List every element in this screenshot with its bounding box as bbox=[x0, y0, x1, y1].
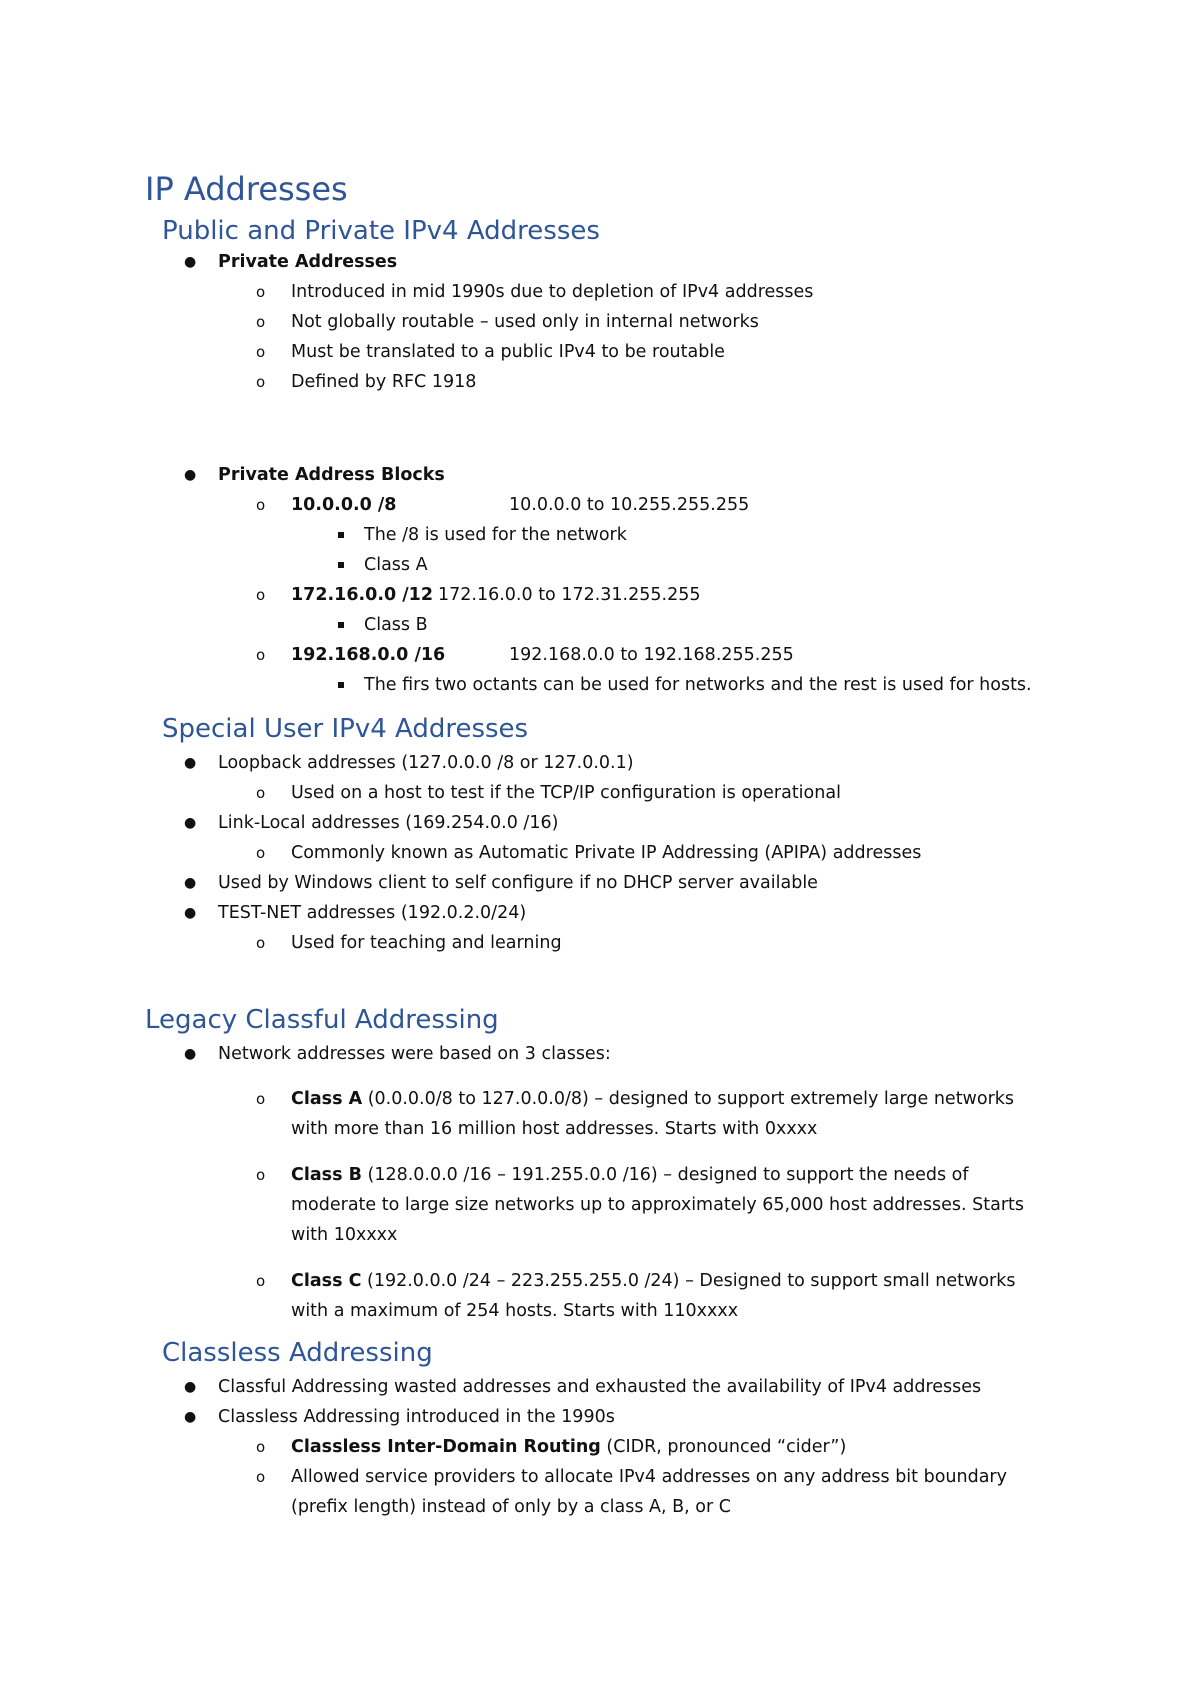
list-item bbox=[291, 1437, 846, 1457]
section-heading-public-private: Public and Private IPv4 Addresses bbox=[162, 216, 600, 246]
block-range: 10.0.0.0 to 10.255.255.255 bbox=[509, 495, 750, 515]
list-item: Used on a host to test if the TCP/IP configuration is operational bbox=[291, 783, 841, 803]
class-name: Class A bbox=[291, 1089, 363, 1109]
block-range: 192.168.0.0 to 192.168.255.255 bbox=[509, 645, 794, 665]
sub-bullet-icon: o bbox=[256, 646, 266, 664]
block-prefix: 192.168.0.0 /16 bbox=[291, 645, 446, 665]
list-label: Private Address Blocks bbox=[218, 465, 445, 485]
class-name: Class B bbox=[291, 1165, 362, 1185]
sub-bullet-icon: o bbox=[256, 373, 266, 391]
block-range: 172.16.0.0 to 172.31.255.255 bbox=[438, 585, 701, 605]
bullet-icon: ● bbox=[184, 254, 197, 270]
class-entry-line: with more than 16 million host addresses. Starts with 0xxxx bbox=[291, 1119, 818, 1139]
class-entry-line bbox=[291, 1089, 1014, 1109]
class-text: (0.0.0.0/8 to 127.0.0.0/8) – designed to support extremely large networks bbox=[367, 1089, 1015, 1109]
list-item: Classless Addressing introduced in the 1990s bbox=[218, 1407, 615, 1427]
block-prefix: 10.0.0.0 /8 bbox=[291, 495, 397, 515]
sub-bullet-icon: o bbox=[256, 283, 266, 301]
cidr-term: Classless Inter-Domain Routing bbox=[291, 1437, 601, 1457]
sub-bullet-icon: o bbox=[256, 1468, 266, 1486]
bullet-icon: ● bbox=[184, 815, 197, 831]
list-item: Network addresses were based on 3 classes: bbox=[218, 1044, 611, 1064]
list-item: Commonly known as Automatic Private IP Addressing (APIPA) addresses bbox=[291, 843, 922, 863]
bullet-icon: ● bbox=[184, 755, 197, 771]
section-heading-special: Special User IPv4 Addresses bbox=[162, 714, 529, 744]
list-item: The /8 is used for the network bbox=[364, 525, 627, 545]
bullet-icon: ● bbox=[184, 875, 197, 891]
sub-bullet-icon: o bbox=[256, 1438, 266, 1456]
list-item: Used by Windows client to self configure if no DHCP server available bbox=[218, 873, 818, 893]
list-item: Must be translated to a public IPv4 to be routable bbox=[291, 342, 725, 362]
sub-bullet-icon: o bbox=[256, 934, 266, 952]
cidr-text: (CIDR, pronounced “cider”) bbox=[606, 1437, 847, 1457]
list-label: Private Addresses bbox=[218, 252, 398, 272]
class-entry-line bbox=[291, 1271, 1015, 1291]
list-item: Introduced in mid 1990s due to depletion of IPv4 addresses bbox=[291, 282, 814, 302]
sub-bullet-icon: o bbox=[256, 496, 266, 514]
sub-bullet-icon: o bbox=[256, 784, 266, 802]
list-item: Used for teaching and learning bbox=[291, 933, 562, 953]
sub-bullet-icon: o bbox=[256, 586, 266, 604]
sub-bullet-icon: o bbox=[256, 844, 266, 862]
list-item: Defined by RFC 1918 bbox=[291, 372, 477, 392]
sub-bullet-icon: o bbox=[256, 1090, 266, 1108]
block-prefix: 172.16.0.0 /12 bbox=[291, 585, 434, 605]
class-name: Class C bbox=[291, 1271, 362, 1291]
list-item: Link-Local addresses (169.254.0.0 /16) bbox=[218, 813, 559, 833]
list-item: Class B bbox=[364, 615, 428, 635]
bullet-icon: ● bbox=[184, 1379, 197, 1395]
list-item: TEST-NET addresses (192.0.2.0/24) bbox=[218, 903, 527, 923]
section-heading-legacy: Legacy Classful Addressing bbox=[145, 1005, 499, 1035]
list-item: Classful Addressing wasted addresses and exhausted the availability of IPv4 addresses bbox=[218, 1377, 982, 1397]
sub-bullet-icon: o bbox=[256, 343, 266, 361]
list-item: (prefix length) instead of only by a class A, B, or C bbox=[291, 1497, 731, 1517]
list-item: Allowed service providers to allocate IPv4 addresses on any address bit boundary bbox=[291, 1467, 1007, 1487]
list-item: Loopback addresses (127.0.0.0 /8 or 127.0.0.1) bbox=[218, 753, 634, 773]
bullet-icon: ● bbox=[184, 1409, 197, 1425]
square-bullet-icon bbox=[338, 622, 344, 628]
class-text: (192.0.0.0 /24 – 223.255.255.0 /24) – Designed to support small networks bbox=[367, 1271, 1016, 1291]
list-item: Not globally routable – used only in internal networks bbox=[291, 312, 759, 332]
sub-bullet-icon: o bbox=[256, 313, 266, 331]
bullet-icon: ● bbox=[184, 1046, 197, 1062]
sub-bullet-icon: o bbox=[256, 1272, 266, 1290]
section-heading-classless: Classless Addressing bbox=[162, 1338, 433, 1368]
square-bullet-icon bbox=[338, 562, 344, 568]
bullet-icon: ● bbox=[184, 905, 197, 921]
bullet-icon: ● bbox=[184, 467, 197, 483]
class-entry-line: with 10xxxx bbox=[291, 1225, 398, 1245]
square-bullet-icon bbox=[338, 532, 344, 538]
list-item: Class A bbox=[364, 555, 428, 575]
list-item: The firs two octants can be used for networks and the rest is used for hosts. bbox=[364, 675, 1032, 695]
class-entry-line: moderate to large size networks up to approximately 65,000 host addresses. Starts bbox=[291, 1195, 1025, 1215]
class-text: (128.0.0.0 /16 – 191.255.0.0 /16) – designed to support the needs of bbox=[367, 1165, 969, 1185]
page-title: IP Addresses bbox=[145, 170, 348, 208]
class-entry-line bbox=[291, 1165, 969, 1185]
class-entry-line: with a maximum of 254 hosts. Starts with 110xxxx bbox=[291, 1301, 739, 1321]
sub-bullet-icon: o bbox=[256, 1166, 266, 1184]
square-bullet-icon bbox=[338, 682, 344, 688]
